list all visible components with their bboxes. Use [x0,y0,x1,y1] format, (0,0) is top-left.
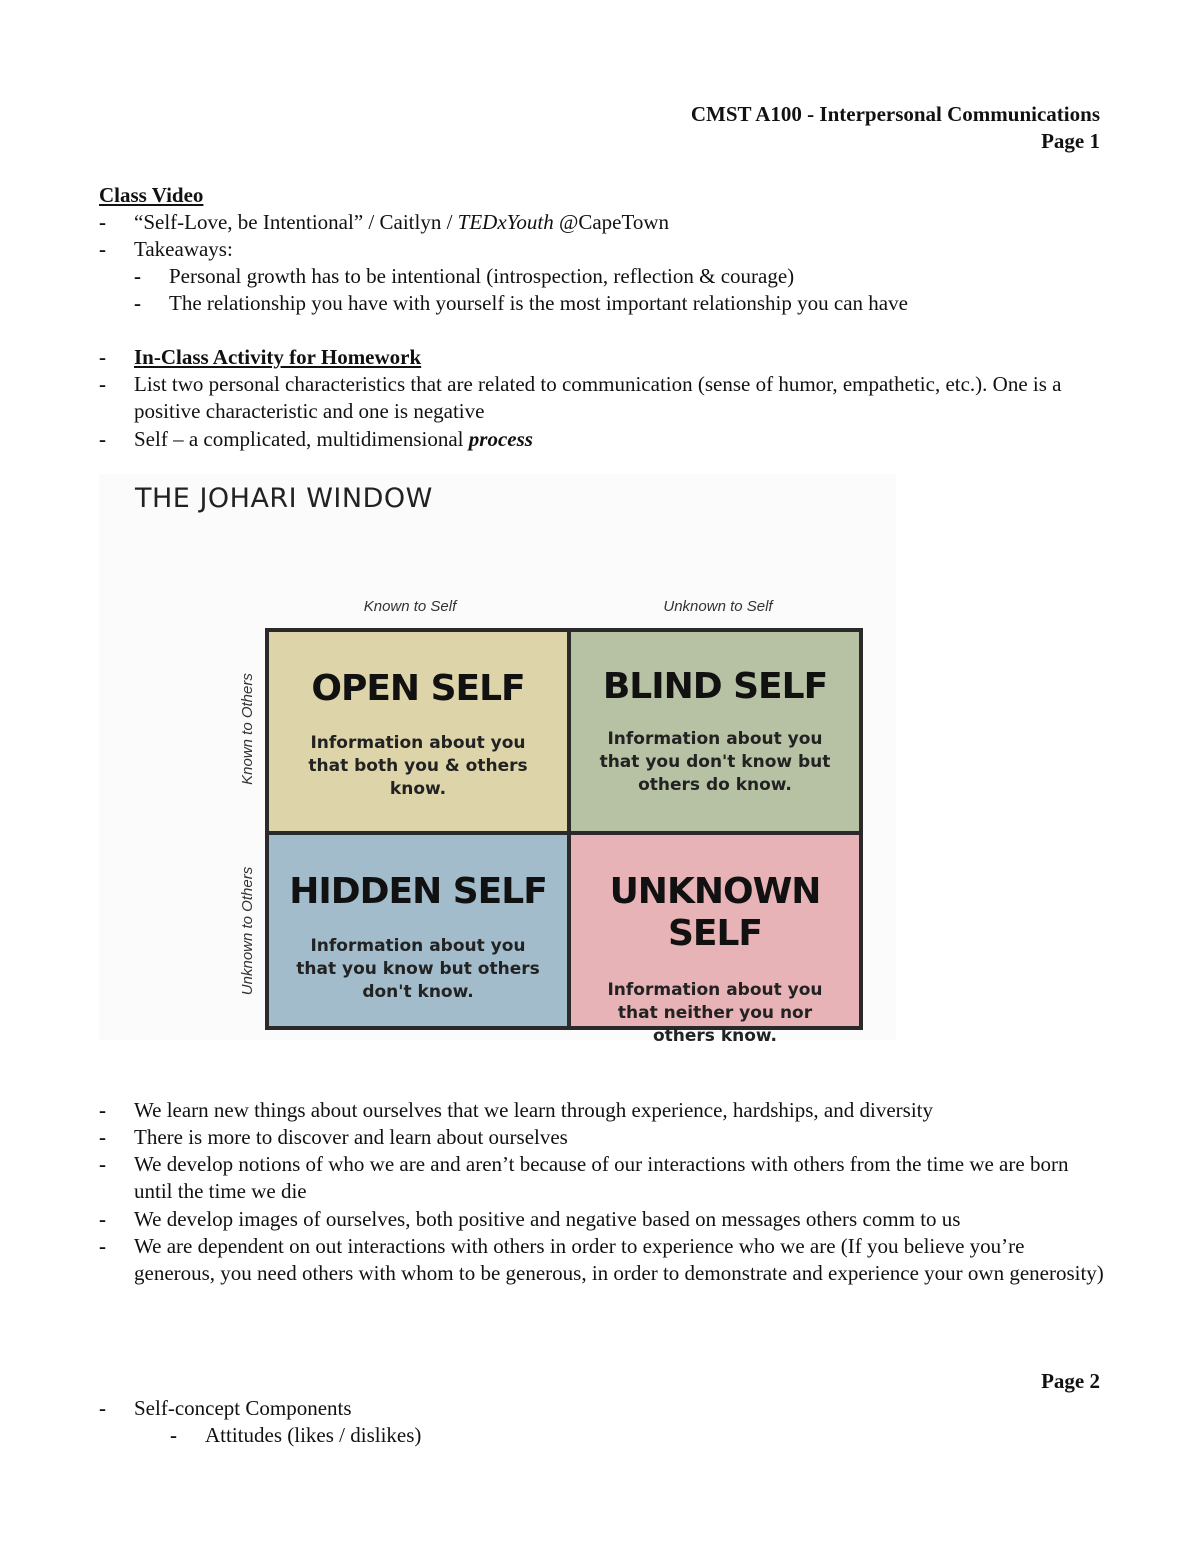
johari-grid [265,628,863,1046]
note-item [99,1151,1109,1205]
bullet-dash: - [99,1125,106,1149]
johari-title: THE JOHARI WINDOW [135,483,433,514]
note-item [99,1097,1109,1124]
bullet-dash: - [99,427,106,451]
row-header-known: Known to Others [239,673,256,785]
course-title: CMST A100 - Interpersonal Communications [690,102,1100,126]
self-text: Self – a complicated, multidimensional [134,427,469,451]
quadrant-description: Information about you that both you & others know. [308,733,528,799]
list-item-self [99,426,1109,453]
takeaways-label: Takeaways: [134,237,233,261]
note-item [99,1124,1109,1151]
quadrant-unknown-self [571,835,859,1046]
quadrant-title: OPEN SELF [311,668,525,709]
quadrant-open-self [269,632,567,831]
self-concept-text: Self-concept Components [134,1396,352,1420]
row-header-unknown: Unknown to Others [239,866,256,996]
sub-item-attitudes [170,1422,1070,1449]
quadrant-title: UNKNOWN SELF [609,871,821,954]
note-item [99,1206,1109,1233]
column-header-unknown: Unknown to Self [663,598,773,615]
list-item-activity-heading [99,344,1109,371]
note-item [99,1233,1109,1287]
quadrant-description: Information about you that neither you nor others know. [607,980,823,1046]
bullet-dash: - [99,1234,106,1258]
takeaway-text: Personal growth has to be intentional (introspection, reflection & courage) [169,264,795,288]
video-location: @CapeTown [553,210,670,234]
video-credit: “Self-Love, be Intentional” / Caitlyn / [134,210,458,234]
note-text: There is more to discover and learn about ourselves [134,1125,568,1149]
class-video-heading: Class Video [99,183,204,207]
bullet-dash: - [99,237,106,261]
bullet-dash: - [134,291,141,315]
bullet-dash: - [99,1098,106,1122]
column-header-known: Known to Self [363,598,457,615]
takeaway-text: The relationship you have with yourself is the most important relationship you can have [169,291,908,315]
characteristics-text: List two personal characteristics that are related to communication (sense of humor, empathetic, etc.). One is a positive characteristic and one is negative [134,372,1062,423]
video-event: TEDxYouth [457,210,554,234]
bullet-dash: - [170,1423,177,1447]
bullet-dash: - [99,1152,106,1176]
bullet-dash: - [134,264,141,288]
bullet-dash: - [99,345,106,369]
takeaway-item [134,263,1094,290]
bullet-dash: - [99,372,106,396]
page-number-1: Page 1 [1041,129,1100,153]
note-text: We are dependent on out interactions with others in order to experience who we are (If you believe you’re generous, you need others with whom to be generous, in order to demonstrate and experience your own generosity) [134,1234,1104,1285]
list-item-characteristics [99,371,1099,425]
quadrant-description: Information about you that you know but others don't know. [296,936,540,1002]
note-text: We develop images of ourselves, both positive and negative based on messages others comm to us [134,1207,961,1231]
list-item-self-concept [99,1395,1109,1422]
list-item-video [99,209,1109,236]
quadrant-description: Information about you that you don't know but others do know. [599,729,831,795]
note-text: We develop notions of who we are and aren’t because of our interactions with others from the time we are born until the time we die [134,1152,1069,1203]
takeaway-item [134,290,1094,317]
activity-heading: In-Class Activity for Homework [134,345,422,369]
quadrant-title: BLIND SELF [602,666,828,707]
list-item-takeaways [99,236,1109,263]
bullet-dash: - [99,210,106,234]
self-emphasis: process [468,427,533,451]
bullet-dash: - [99,1207,106,1231]
bullet-dash: - [99,1396,106,1420]
attitudes-text: Attitudes (likes / dislikes) [205,1423,422,1447]
quadrant-title: HIDDEN SELF [289,871,547,912]
johari-window-figure [99,474,896,1046]
quadrant-blind-self [571,632,859,831]
page-number-2: Page 2 [1041,1369,1100,1393]
note-text: We learn new things about ourselves that we learn through experience, hardships, and diversity [134,1098,933,1122]
quadrant-hidden-self [269,835,567,1026]
